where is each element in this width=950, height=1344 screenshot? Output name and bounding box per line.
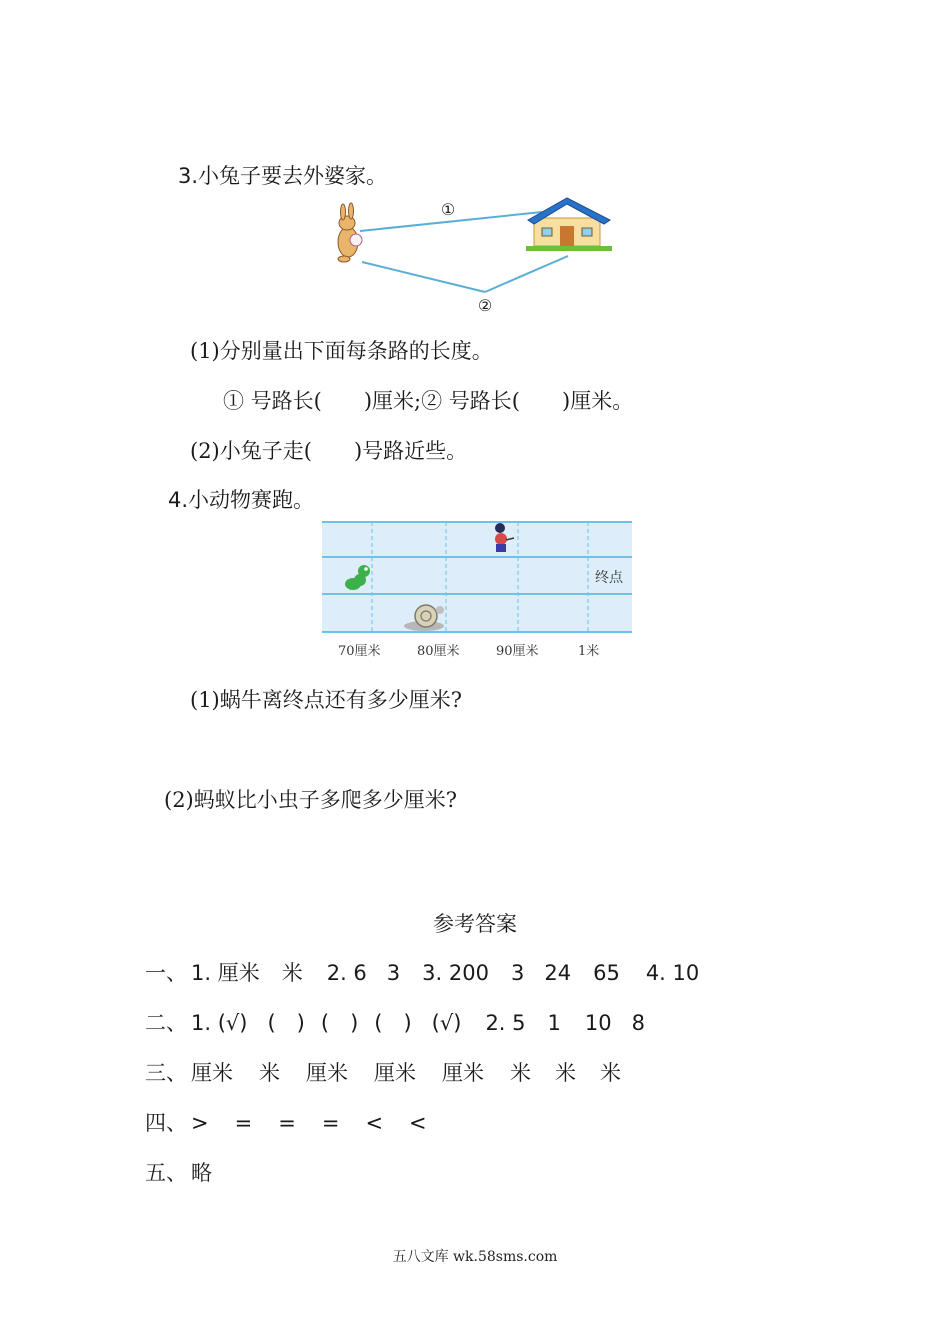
answer-item: 8 <box>631 1011 645 1035</box>
route-2-label: ② <box>477 296 493 315</box>
answer-item: 65 <box>593 961 620 985</box>
line-prefix: 一、 <box>145 961 187 985</box>
scale-label-80: 80厘米 <box>417 644 460 659</box>
answer-item: = <box>234 1111 253 1135</box>
scale-label-70: 70厘米 <box>338 644 381 659</box>
answer-item: 厘米 <box>306 1061 348 1085</box>
answer-item: < <box>365 1111 384 1135</box>
answer-item: ( ) <box>267 1011 305 1035</box>
answer-item: = <box>321 1111 340 1135</box>
answer-item: = <box>278 1111 296 1135</box>
q4-sub2: (2)蚂蚁比小虫子多爬多少厘米? <box>164 788 458 812</box>
answer-item: 米 <box>281 961 303 985</box>
line-prefix: 二、 <box>145 1011 187 1035</box>
route-1-label: ① <box>440 200 456 219</box>
scale-label-90: 90厘米 <box>496 644 539 659</box>
answer-item: > <box>191 1111 209 1135</box>
race-track <box>320 520 634 638</box>
q3-title: 3.小兔子要去外婆家。 <box>178 164 388 188</box>
answer-line-4 <box>145 1107 427 1137</box>
answer-item: 略 <box>191 1161 212 1185</box>
answer-item: (√) <box>431 1011 462 1035</box>
answer-item: < <box>409 1111 427 1135</box>
answer-item: 24 <box>544 961 572 985</box>
scale-label-1m: 1米 <box>578 644 600 659</box>
answer-item: 4. 10 <box>645 961 700 985</box>
answer-item: 米 <box>259 1061 280 1085</box>
line-prefix: 三、 <box>145 1061 187 1085</box>
q3-sub1-fill: ① 号路长( )厘米;② 号路长( )厘米。 <box>223 389 634 413</box>
answer-item: 3. 200 <box>422 961 489 985</box>
answer-item: 2. 6 <box>326 961 367 985</box>
route-2-line-a <box>362 262 485 292</box>
answer-item: ( ) <box>320 1011 359 1035</box>
footer-watermark: 五八文库 wk.58sms.com <box>392 1249 558 1265</box>
answer-item: ( ) <box>374 1011 412 1035</box>
answer-item: 米 <box>510 1061 531 1085</box>
answer-line-5 <box>145 1157 212 1187</box>
answer-item: 厘米 <box>191 1061 233 1085</box>
answer-line-1 <box>145 957 699 987</box>
rabbit-icon <box>338 203 362 262</box>
house-icon <box>526 198 612 251</box>
q3-sub1: (1)分别量出下面每条路的长度。 <box>190 339 493 363</box>
q4-title: 4.小动物赛跑。 <box>168 488 315 512</box>
answer-item: 10 <box>584 1011 612 1035</box>
q4-sub1: (1)蜗牛离终点还有多少厘米? <box>190 688 463 712</box>
answer-item: 1. 厘米 <box>191 961 260 985</box>
answer-item: 3 <box>510 961 525 985</box>
route-diagram <box>320 190 620 320</box>
route-2-line-b <box>485 256 568 292</box>
answer-item: 厘米 <box>374 1061 416 1085</box>
track-background <box>322 522 632 632</box>
answer-line-2 <box>145 1007 645 1037</box>
answer-line-3 <box>145 1057 621 1087</box>
answer-item: 2. 5 <box>485 1011 526 1035</box>
answer-item: 1 <box>547 1011 561 1035</box>
q3-sub2: (2)小兔子走( )号路近些。 <box>190 439 468 463</box>
answer-item: 3 <box>386 961 401 985</box>
finish-label: 终点 <box>595 570 623 586</box>
answer-item: 1. (√) <box>191 1011 248 1035</box>
answer-item: 米 <box>600 1061 621 1085</box>
answer-item: 厘米 <box>442 1061 484 1085</box>
answer-item: 米 <box>555 1061 576 1085</box>
line-prefix: 五、 <box>145 1161 187 1185</box>
line-prefix: 四、 <box>145 1111 187 1135</box>
answers-heading: 参考答案 <box>433 912 517 936</box>
